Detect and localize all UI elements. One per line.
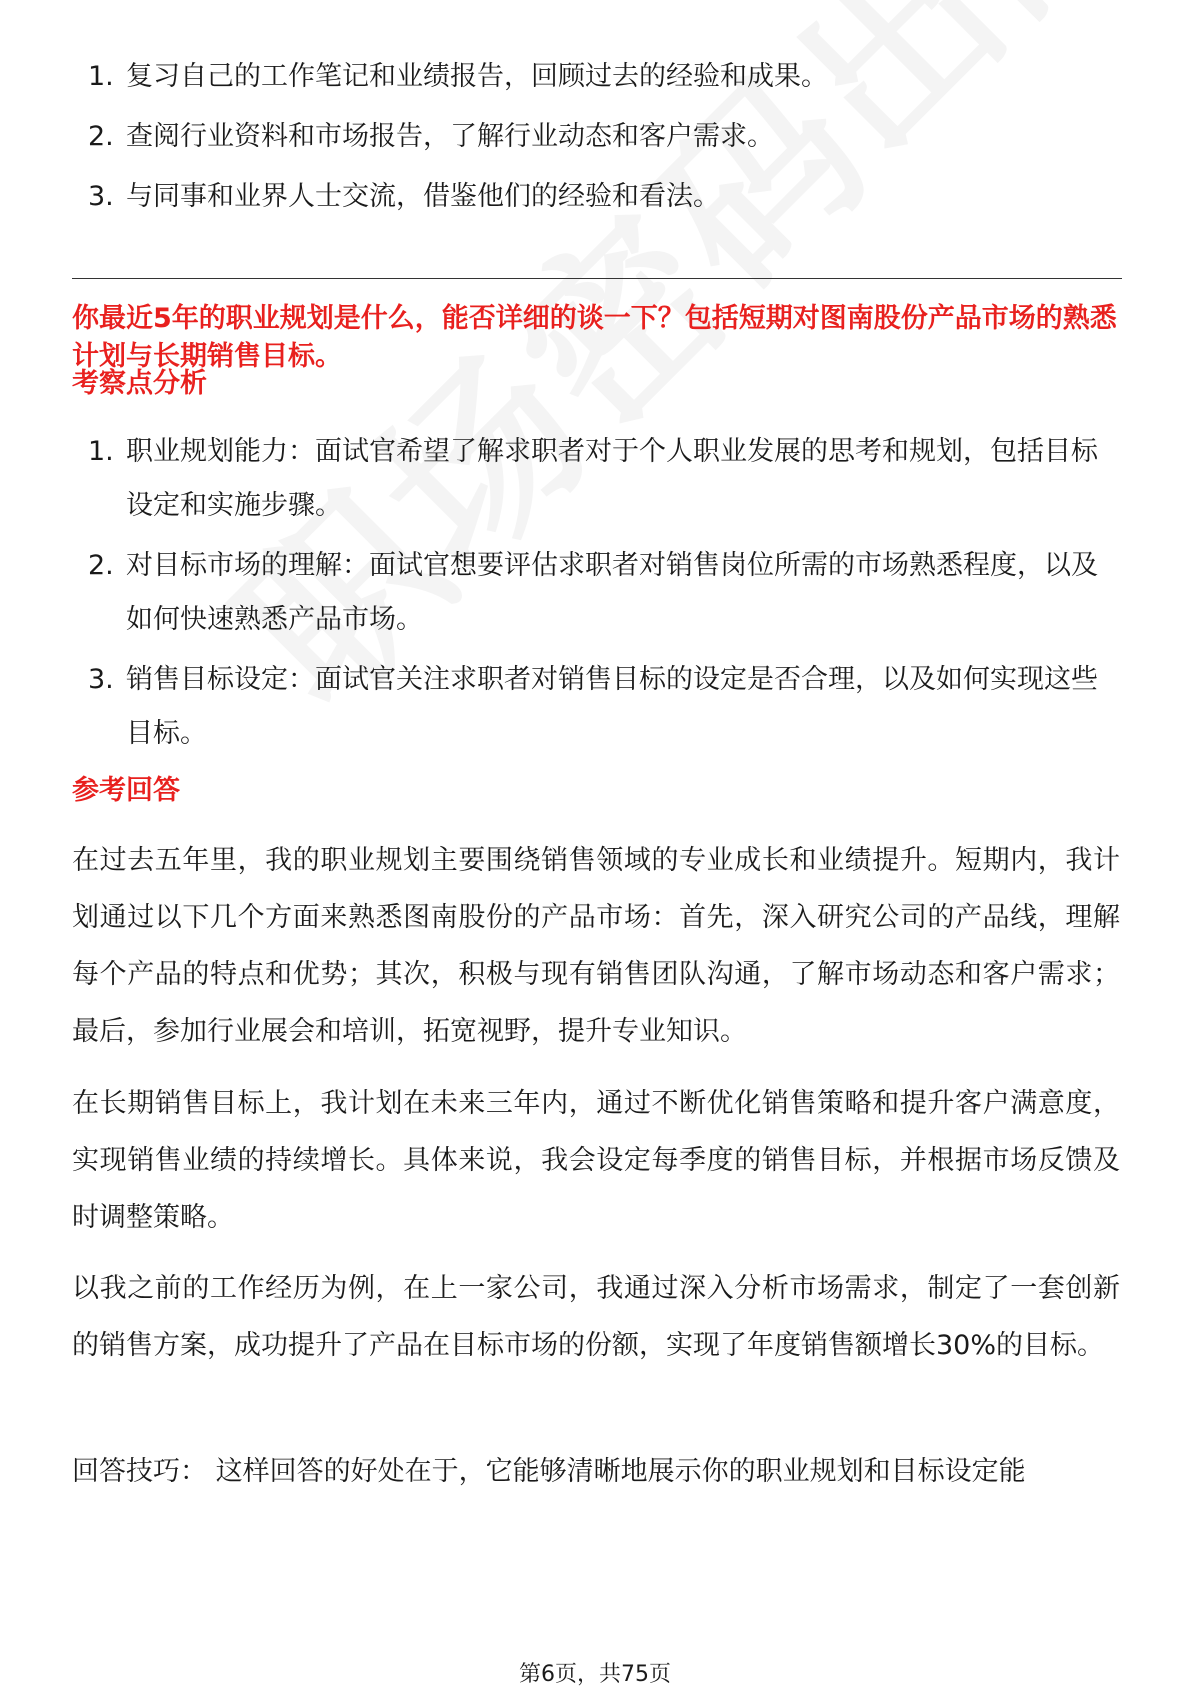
list-item xyxy=(72,653,1122,761)
list-text: 对目标市场的理解：面试官想要评估求职者对销售岗位所需的市场熟悉程度，以及如何快速熟悉产品市场。 xyxy=(126,550,1098,635)
list-item xyxy=(72,170,1122,224)
list-text: 复习自己的工作笔记和业绩报告，回顾过去的经验和成果。 xyxy=(126,61,828,92)
list-number: 2. xyxy=(88,121,114,152)
tips-paragraph: 回答技巧： 这样回答的好处在于，它能够清晰地展示你的职业规划和目标设定能 xyxy=(72,1456,1026,1487)
list-number: 3. xyxy=(88,664,114,695)
list-number: 1. xyxy=(88,61,114,92)
list-item xyxy=(72,425,1122,533)
answer-paragraph: 以我之前的工作经历为例，在上一家公司，我通过深入分析市场需求，制定了一套创新的销售方案，成功提升了产品在目标市场的份额，实现了年度销售额增长30%的目标。 xyxy=(72,1273,1120,1361)
list-text: 销售目标设定：面试官关注求职者对销售目标的设定是否合理，以及如何实现这些目标。 xyxy=(126,664,1098,749)
answer-paragraph: 在过去五年里，我的职业规划主要围绕销售领域的专业成长和业绩提升。短期内，我计划通过以下几个方面来熟悉图南股份的产品市场：首先，深入研究公司的产品线，理解每个产品的特点和优势；其次，积极与现有销售团队沟通，了解市场动态和客户需求；最后，参加行业展会和培训，拓宽视野，提升专业知识。 xyxy=(72,845,1120,1047)
analysis-heading: 考察点分析 xyxy=(72,368,207,399)
question-heading: 你最近5年的职业规划是什么，能否详细的谈一下？包括短期对图南股份产品市场的熟悉计划与长期销售目标。 xyxy=(72,303,1117,372)
list-item xyxy=(72,110,1122,164)
list-item xyxy=(72,50,1122,104)
section-divider xyxy=(72,278,1122,279)
list-item xyxy=(72,539,1122,647)
list-number: 2. xyxy=(88,550,114,581)
list-text: 职业规划能力：面试官希望了解求职者对于个人职业发展的思考和规划，包括目标设定和实施步骤。 xyxy=(126,436,1098,521)
analysis-list xyxy=(72,425,1122,761)
intro-list xyxy=(72,50,1122,224)
list-text: 查阅行业资料和市场报告，了解行业动态和客户需求。 xyxy=(126,121,774,152)
list-number: 3. xyxy=(88,181,114,212)
list-number: 1. xyxy=(88,436,114,467)
answer-heading: 参考回答 xyxy=(72,775,180,806)
list-text: 与同事和业界人士交流，借鉴他们的经验和看法。 xyxy=(126,181,720,212)
answer-paragraph: 在长期销售目标上，我计划在未来三年内，通过不断优化销售策略和提升客户满意度，实现销售业绩的持续增长。具体来说，我会设定每季度的销售目标，并根据市场反馈及时调整策略。 xyxy=(72,1088,1120,1233)
page-number-footer: 第6页，共75页 xyxy=(519,1662,671,1687)
